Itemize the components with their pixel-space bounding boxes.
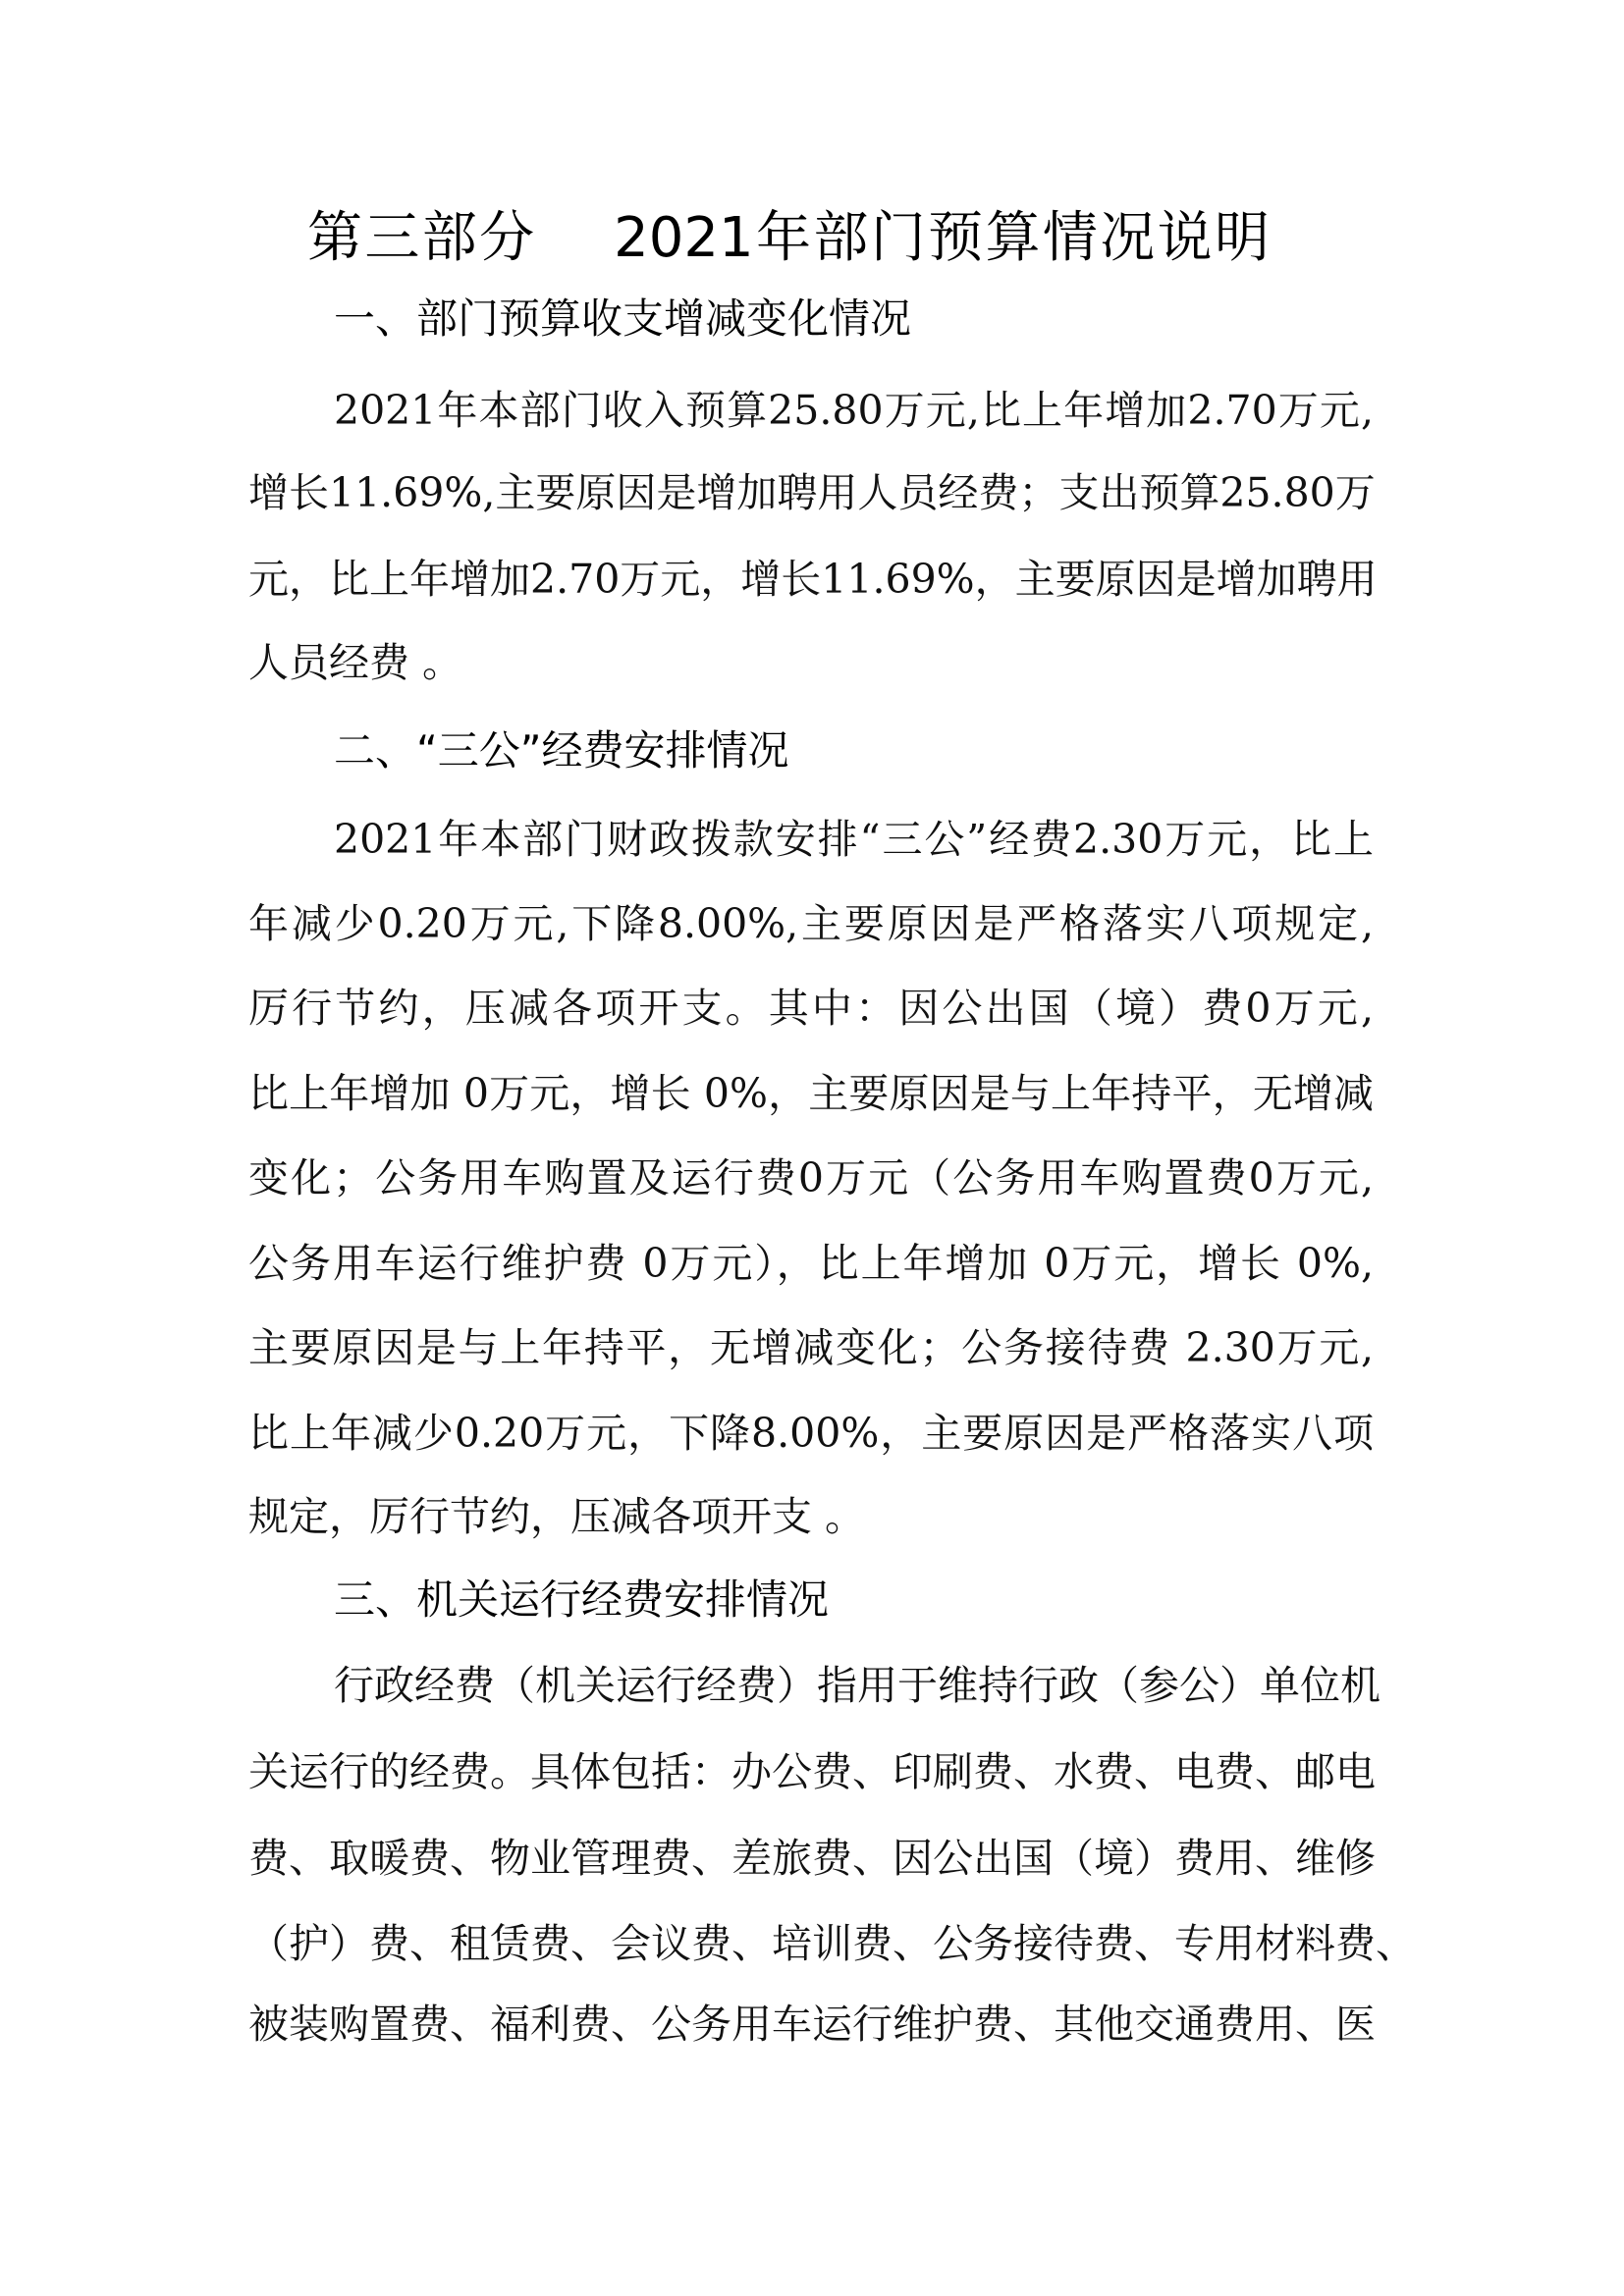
section-heading-3: 三、机关运行经费安排情况 — [334, 1575, 830, 1624]
paragraph-line: 变化；公务用车购置及运行费0万元（公务用车购置费0万元, — [248, 1154, 1374, 1201]
section-heading-1: 一、部门预算收支增减变化情况 — [334, 294, 912, 343]
paragraph-line: 主要原因是与上年持平，无增减变化；公务接待费 2.30万元, — [248, 1324, 1374, 1371]
paragraph-line: 关运行的经费。具体包括：办公费、印刷费、水费、电费、邮电 — [248, 1748, 1376, 1795]
paragraph-line: 被装购置费、福利费、公务用车运行维护费、其他交通费用、医 — [248, 2001, 1376, 2048]
paragraph-line: 元，比上年增加2.70万元，增长11.69%，主要原因是增加聘用 — [248, 556, 1378, 603]
paragraph-line: 厉行节约，压减各项开支。其中：因公出国（境）费0万元, — [248, 985, 1374, 1032]
page-title: 第三部分 2021年部门预算情况说明 — [307, 206, 1270, 270]
paragraph-line: 比上年增加 0万元，增长 0%，主要原因是与上年持平，无增减 — [248, 1070, 1374, 1117]
paragraph-line: 行政经费（机关运行经费）指用于维持行政（参公）单位机 — [334, 1662, 1380, 1709]
paragraph-line: 2021年本部门财政拨款安排“三公”经费2.30万元，比上 — [334, 816, 1374, 863]
paragraph-line: 2021年本部门收入预算25.80万元,比上年增加2.70万元, — [334, 387, 1374, 434]
paragraph-line: 公务用车运行维护费 0万元），比上年增加 0万元，增长 0%, — [248, 1240, 1374, 1287]
paragraph-line: 增长11.69%,主要原因是增加聘用人员经费；支出预算25.80万 — [248, 469, 1376, 516]
paragraph-line: 费、取暖费、物业管理费、差旅费、因公出国（境）费用、维修 — [248, 1835, 1376, 1882]
section-heading-2: 二、“三公”经费安排情况 — [334, 726, 789, 774]
paragraph-line: 规定，厉行节约，压减各项开支 。 — [248, 1493, 866, 1540]
paragraph-line: 年减少0.20万元,下降8.00%,主要原因是严格落实八项规定, — [248, 900, 1374, 947]
paragraph-line: 比上年减少0.20万元，下降8.00%，主要原因是严格落实八项 — [248, 1410, 1374, 1457]
paragraph-line: 人员经费 。 — [248, 639, 463, 686]
paragraph-line: （护）费、租赁费、会议费、培训费、公务接待费、专用材料费、 — [248, 1920, 1416, 1967]
